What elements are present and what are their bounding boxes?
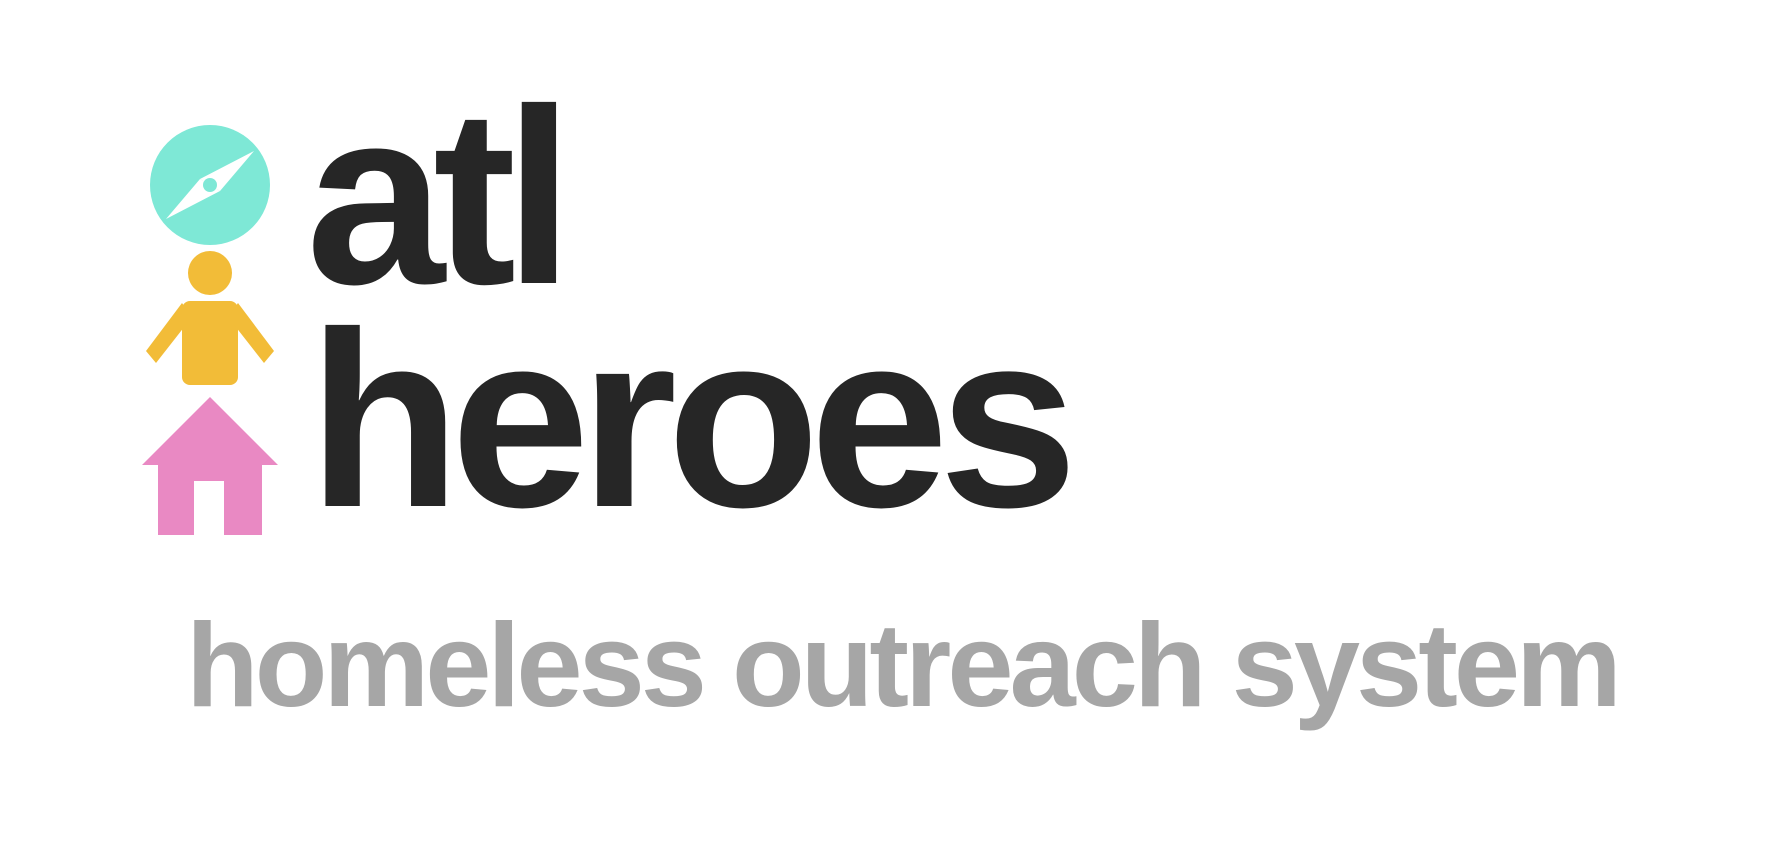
- logo-emblem: [140, 105, 280, 535]
- tagline: homeless outreach system: [186, 599, 1618, 732]
- wordmark-atl: atl: [306, 57, 562, 336]
- house-icon: [142, 397, 278, 535]
- person-icon: [146, 251, 274, 385]
- wordmark-heroes: heroes: [308, 280, 1068, 559]
- compass-icon: [150, 125, 270, 245]
